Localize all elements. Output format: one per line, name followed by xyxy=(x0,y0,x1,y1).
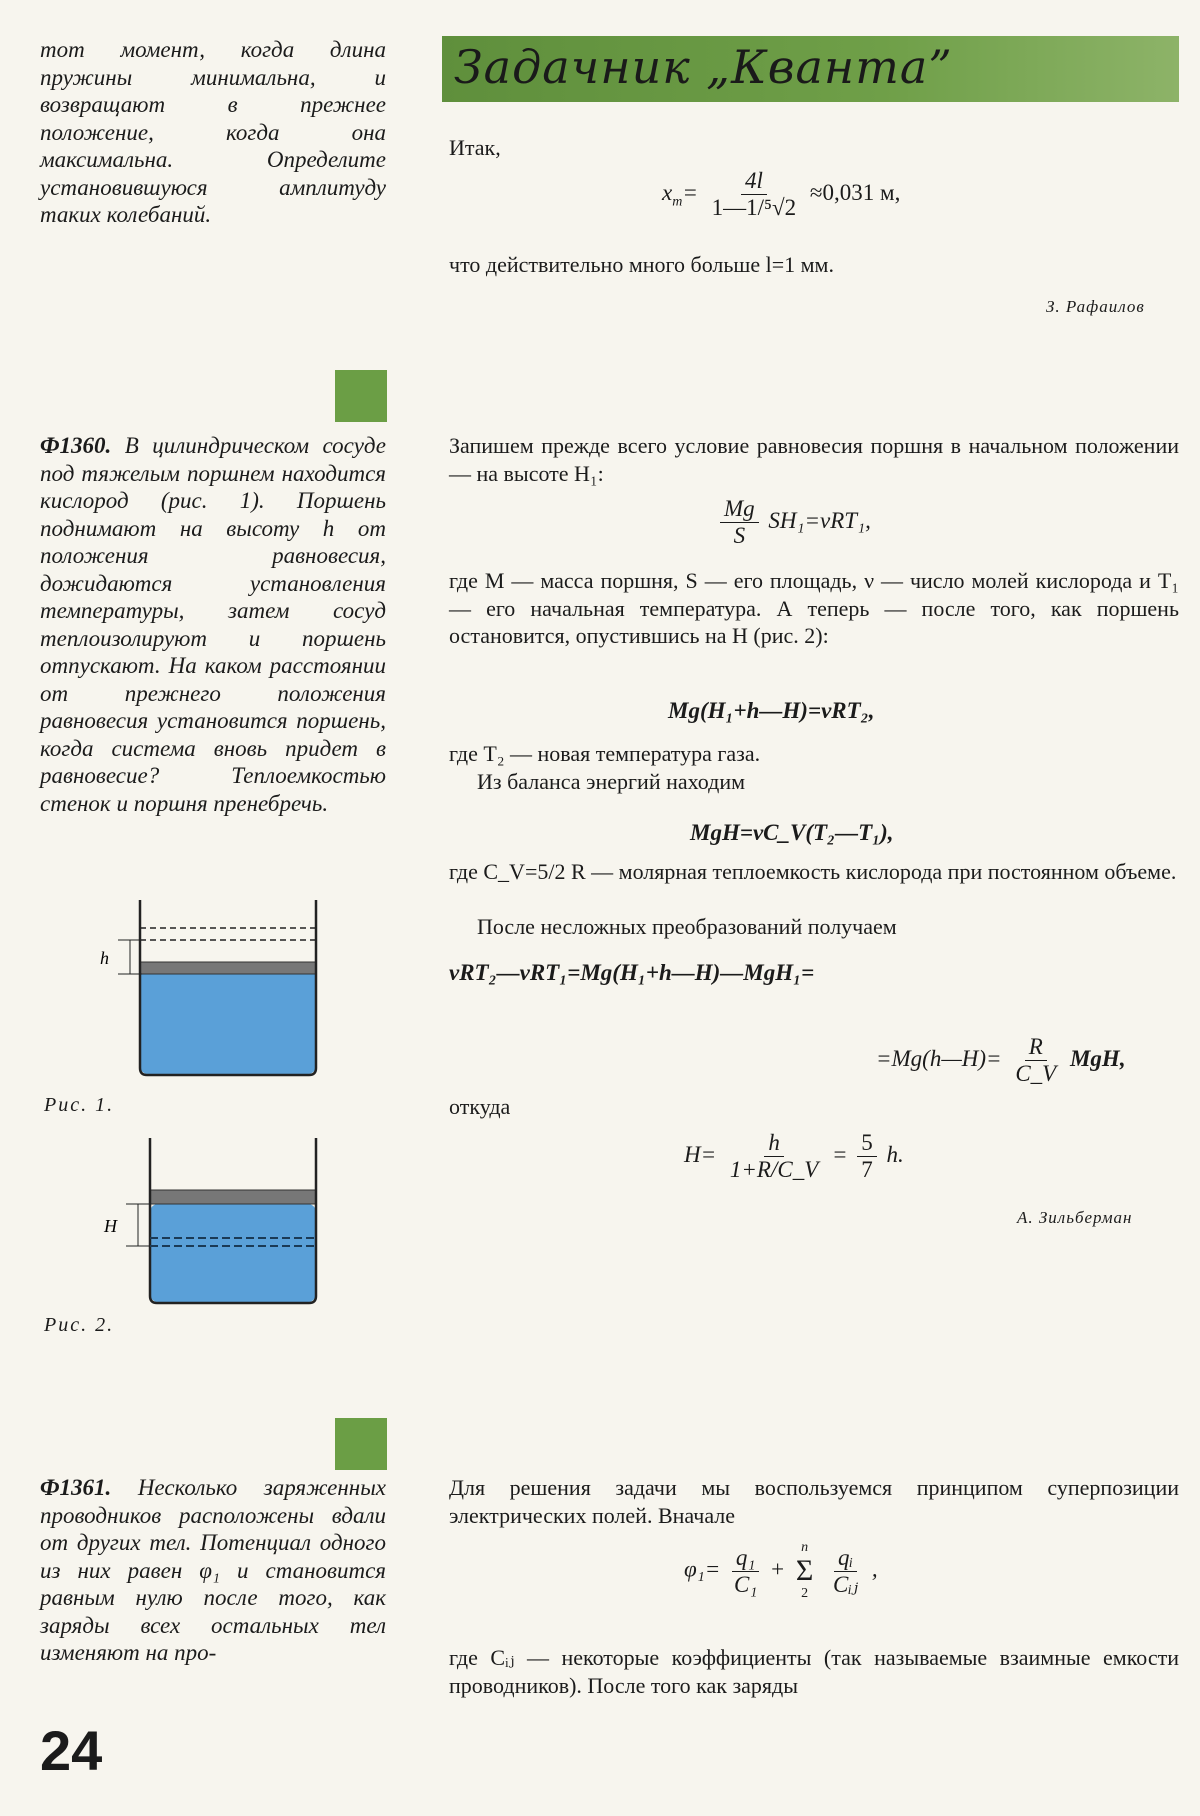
formula-xm-lhs: x xyxy=(662,179,673,205)
solution-f1360-p7: откуда xyxy=(449,1094,511,1119)
solution-f1360-p1: Запишем прежде всего условие равновесия поршня в начальном положении — на высоте H₁: xyxy=(449,433,1179,486)
section-header-band xyxy=(442,36,1179,102)
signature-zilberman: А. Зильберман xyxy=(1017,1208,1133,1227)
sum-sigma: Σ xyxy=(795,1554,814,1587)
eq5-den: C_V xyxy=(1015,1061,1057,1086)
equation-energy-balance: MgH=νC_V(T₂—T₁), xyxy=(690,820,894,845)
figure-2 xyxy=(90,1138,330,1308)
solution-f1360-p3: где T₂ — новая температура газа. xyxy=(449,741,761,766)
eq-phi-den1: C₁ xyxy=(734,1571,758,1597)
formula-xm-den: 1—1/⁵√2 xyxy=(711,195,797,220)
formula-xm-num: 4l xyxy=(741,168,767,195)
figure-1 xyxy=(90,900,330,1080)
sum-bottom: 2 xyxy=(801,1586,809,1601)
previous-solution-intro: Итак, xyxy=(449,135,501,160)
problem-f1361 xyxy=(40,1474,386,1667)
page-number: 24 xyxy=(40,1719,103,1782)
fig1-piston xyxy=(140,962,316,974)
signature-rafailov: З. Рафаилов xyxy=(1046,297,1145,316)
solution-f1360-p4: Из баланса энергий находим xyxy=(477,769,746,794)
eq1-rest: SH₁=νRT₁, xyxy=(768,507,871,533)
problem-f1361-text: Несколько заряженных проводников расположены вдали от других тел. Потенциал одного из них равен φ₁ и становится равным нулю после того, как заряды всех остальных тел изменяют на про- xyxy=(40,1475,386,1665)
eq6-num2: 5 xyxy=(857,1130,877,1157)
eq-phi-den2: Cᵢⱼ xyxy=(833,1571,859,1597)
problem-f1360-text: В цилиндрическом сосуде под тяжелым поршнем находится кислород (рис. 1). Поршень поднимают на высоту h от положения равновесия, дожидаются установления температуры, затем сосуд теплоизолируют и поршень отпускают. На каком расстоянии от прежнего положения равновесия установится поршень, когда система вновь придет в равновесие? Теплоемкостью стенок и поршня пренебречь. xyxy=(40,433,386,816)
fig2-label-H: H xyxy=(104,1216,117,1236)
eq5-fraction xyxy=(1011,1034,1060,1087)
eq-phi-plus: + xyxy=(771,1556,785,1582)
problem-f1360 xyxy=(40,432,386,817)
sum-top: n xyxy=(801,1540,809,1555)
equation-superposition xyxy=(684,1540,878,1602)
previous-problem-ending: тот момент, когда длина пружины минимальна, и возвращают в прежнее положение, когда она максимальна. Определите установившуюся амплитуду таких колебаний. xyxy=(40,37,386,227)
eq-phi-num1: q₁ xyxy=(732,1545,760,1572)
previous-solution-conclusion: что действительно много больше l=1 мм. xyxy=(449,252,834,277)
eq6-mid: = xyxy=(832,1141,848,1167)
formula-xm: $x_m=$ $\frac{4l}{\text{1—1/⁵√2}}$ ≈0,031 м, xyxy=(662,168,901,220)
formula-xm-result: ≈0,031 м, xyxy=(809,179,901,205)
eq6-den: 1+R/C_V xyxy=(729,1157,819,1182)
equation-equilibrium xyxy=(716,496,871,549)
eq5-lhs: =Mg(h—H)= xyxy=(876,1045,1002,1071)
problem-marker-f1361 xyxy=(335,1418,387,1470)
eq-phi-fraction1 xyxy=(730,1545,761,1598)
eq6-fraction2 xyxy=(857,1130,877,1183)
eq1-den: S xyxy=(733,523,746,548)
equation-result-H xyxy=(684,1130,904,1183)
problem-marker-f1360 xyxy=(335,370,387,422)
solution-f1360-p2: где M — масса поршня, S — его площадь, ν — число молей кислорода и T₁ — его начальная температура. А теперь — после того, как поршень остановится, опустившись на H (рис. 2): xyxy=(449,568,1179,648)
eq1-num: Mg xyxy=(720,496,759,523)
fig1-water xyxy=(140,968,316,1074)
eq-phi-sum xyxy=(796,1540,813,1602)
equation-transform: νRT₂—νRT₁=Mg(H₁+h—H)—MgH₁= xyxy=(449,960,815,985)
eq6-fraction1 xyxy=(726,1130,822,1183)
eq-phi-num2: qᵢ xyxy=(834,1545,857,1572)
equation-equilibrium-fraction xyxy=(720,496,759,549)
eq-phi-end: , xyxy=(871,1556,878,1582)
equation-transform-cont xyxy=(876,1034,1126,1087)
eq6-den2: 7 xyxy=(861,1157,873,1182)
problem-f1360-label: Ф1360. xyxy=(40,433,112,458)
solution-f1360-p5: где C_V=5/2 R — молярная теплоемкость кислорода при постоянном объеме. xyxy=(449,859,1177,884)
eq5-num: R xyxy=(1025,1034,1047,1061)
fig2-piston xyxy=(150,1190,316,1204)
solution-f1360-p6: После несложных преобразований получаем xyxy=(477,914,897,939)
problem-f1361-label: Ф1361. xyxy=(40,1475,112,1500)
eq-phi-lhs: φ₁= xyxy=(684,1556,721,1582)
figure-2-caption: Рис. 2. xyxy=(44,1314,115,1336)
eq-phi-fraction2 xyxy=(829,1545,862,1598)
solution-f1361-p2: где Cᵢⱼ — некоторые коэффициенты (так называемые взаимные емкости проводников). После того как заряды xyxy=(449,1645,1179,1698)
fig2-water xyxy=(150,1204,316,1302)
fig1-label-h: h xyxy=(100,948,109,968)
eq5-rhs: MgH, xyxy=(1069,1045,1126,1071)
figure-1-caption: Рис. 1. xyxy=(44,1094,115,1116)
eq6-rhs: h. xyxy=(886,1141,904,1167)
solution-f1361-p1: Для решения задачи мы воспользуемся принципом суперпозиции электрических полей. Вначале xyxy=(449,1475,1179,1528)
formula-xm-sub: m xyxy=(672,194,683,210)
section-header-title: Задачник „Кванта” xyxy=(454,40,953,94)
eq6-lhs: H= xyxy=(684,1141,717,1167)
formula-xm-fraction xyxy=(708,168,801,221)
eq6-num: h xyxy=(764,1130,784,1157)
equation-new-equilibrium: Mg(H₁+h—H)=νRT₂, xyxy=(668,698,875,723)
